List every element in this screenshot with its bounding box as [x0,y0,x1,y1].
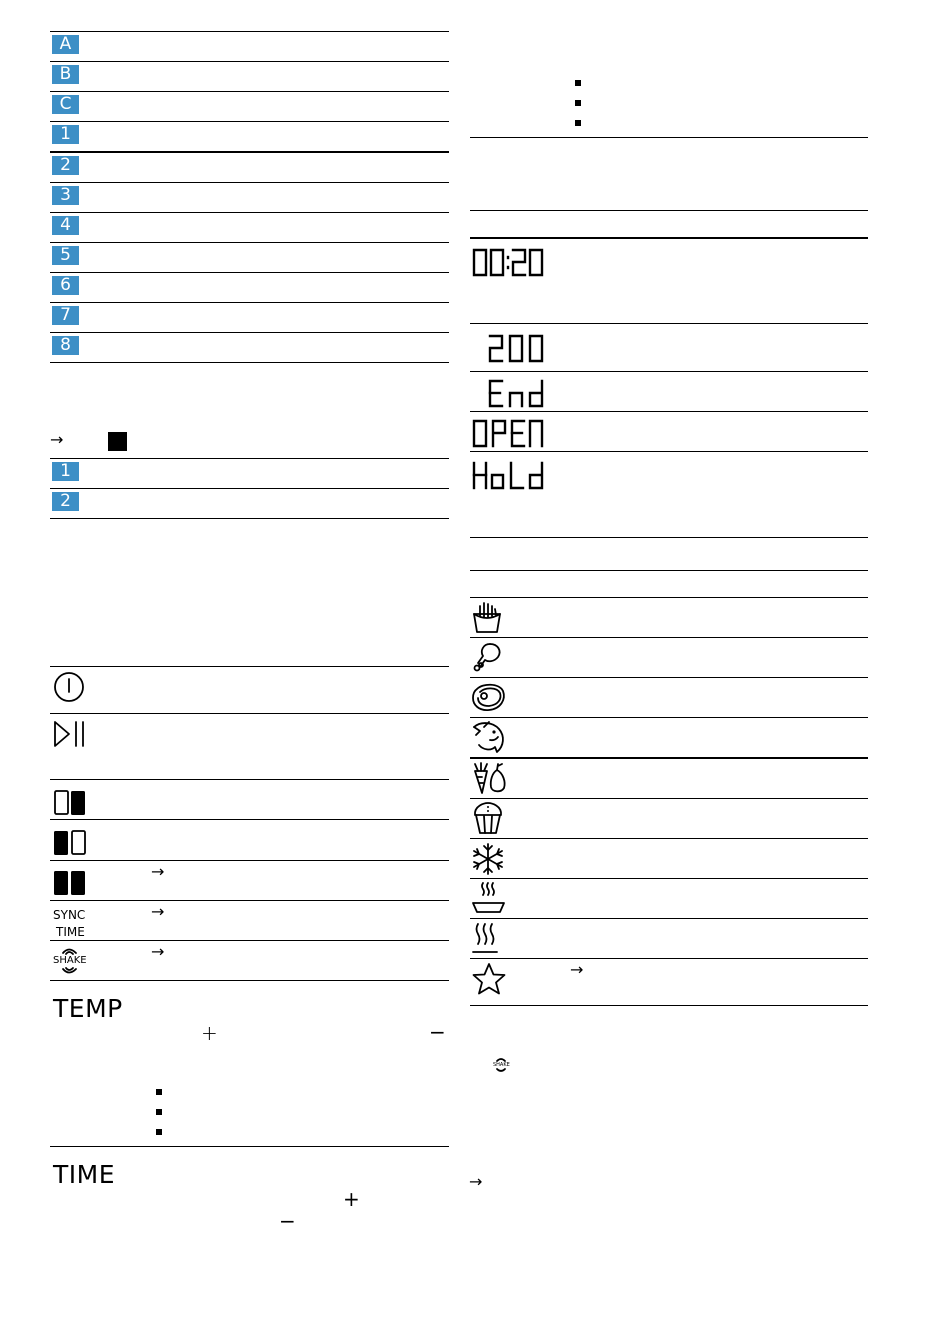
time-label-small: TIME [56,925,85,939]
time-label: TIME [53,1160,116,1189]
display-open-icon [472,419,546,449]
right-basket-icon [53,790,87,816]
left-basket-icon [53,830,87,856]
sync-label: SYNC [53,908,86,922]
arrow-icon: → [50,430,64,449]
arrow-icon: → [469,1172,483,1191]
both-baskets-icon [53,870,87,896]
badge-3: 3 [52,186,79,205]
table-rule [50,212,449,213]
table-rule [50,518,449,519]
badge-b: B [52,65,79,84]
table-rule [50,272,449,273]
plus-icon: + [343,1187,360,1211]
table-rule [50,182,449,183]
table-rule [50,860,449,861]
bullet [575,120,581,126]
table-rule [50,713,449,714]
table-rule [50,91,449,92]
table-rule [50,121,449,122]
power-icon [53,671,87,705]
arrow-icon: → [151,862,165,881]
badge-4: 4 [52,216,79,235]
table-rule [470,717,868,718]
table-rule [470,677,868,678]
table-rule [470,210,868,211]
table-rule [470,637,868,638]
table-rule [50,488,449,489]
table-rule [50,242,449,243]
table-rule [50,332,449,333]
bullet [156,1109,162,1115]
defrost-icon [471,843,505,875]
bullet [156,1129,162,1135]
display-200-icon [488,334,546,364]
minus-icon: − [279,1209,296,1233]
table-rule [50,302,449,303]
shake-label: SHAKE [53,955,87,966]
table-rule [470,798,868,799]
table-rule [470,878,868,879]
badge-7: 7 [52,306,79,325]
table-rule [470,411,868,412]
display-00-20-icon [472,248,546,278]
shake-small-label: SHAKE [493,1062,510,1068]
black-square-icon [108,432,127,451]
arrow-icon: → [151,902,165,921]
table-rule [470,451,868,452]
bullet [156,1089,162,1095]
table-rule [50,940,449,941]
table-rule [470,137,868,138]
steak-icon [471,681,507,713]
table-rule [50,666,449,667]
vegetables-icon [471,761,507,795]
start-pause-icon [53,720,87,748]
muffin-icon [471,801,505,835]
badge-2: 2 [52,156,79,175]
keep-warm-icon [471,921,501,955]
badge-c: C [52,95,79,114]
table-rule [50,151,449,153]
arrow-icon: → [570,960,584,979]
table-rule [50,31,449,32]
table-rule [50,1146,449,1147]
reheat-icon [471,881,507,915]
badge-6: 6 [52,276,79,295]
badge-2: 2 [52,492,79,511]
table-rule [50,779,449,780]
bullet [575,80,581,86]
fries-icon [471,601,503,635]
table-rule [470,237,868,239]
table-rule [470,537,868,538]
table-rule [50,900,449,901]
bullet [575,100,581,106]
table-rule [470,597,868,598]
display-hold-icon [472,461,546,491]
table-rule [50,819,449,820]
table-rule [470,757,868,759]
table-rule [470,958,868,959]
fish-icon [471,719,509,755]
favourite-star-icon [471,962,507,996]
table-rule [470,371,868,372]
arrow-icon: → [151,942,165,961]
badge-a: A [52,35,79,54]
table-rule [470,918,868,919]
table-rule [470,570,868,571]
table-rule [470,323,868,324]
badge-8: 8 [52,336,79,355]
chicken-leg-icon [472,641,504,675]
temp-label: TEMP [53,994,123,1023]
table-rule [50,362,449,363]
plus-icon: + [201,1021,218,1045]
badge-1: 1 [52,462,79,481]
badge-1: 1 [52,125,79,144]
table-rule [470,838,868,839]
table-rule [50,980,449,981]
badge-5: 5 [52,246,79,265]
minus-icon: − [429,1020,446,1044]
display-end-icon [488,379,546,409]
table-rule [470,1005,868,1006]
table-rule [50,61,449,62]
table-rule [50,458,449,459]
